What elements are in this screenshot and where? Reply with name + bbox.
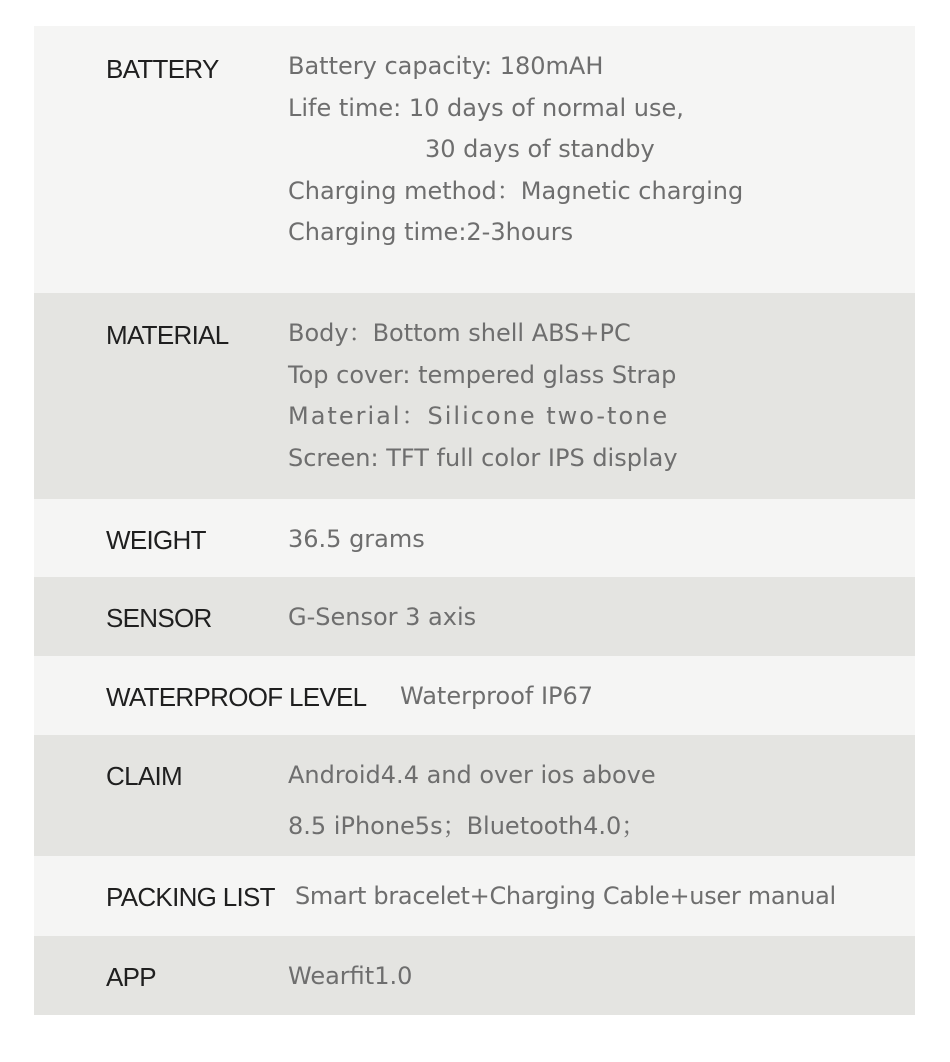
spec-value [288, 321, 678, 487]
spec-value [288, 527, 425, 551]
spec-label: CLAIM [106, 761, 182, 791]
spec-value [295, 884, 836, 908]
spec-value-line: Life time: 10 days of normal use, [288, 93, 684, 122]
spec-value-line: Battery capacity: 180mAH [288, 52, 604, 80]
spec-value-line: 30 days of standby [425, 135, 655, 163]
spec-label: WATERPROOF LEVEL [106, 682, 367, 712]
spec-value-line: Android4.4 and over ios above [288, 761, 656, 789]
spec-value-line: Smart bracelet+Charging Cable+user manual [295, 882, 836, 910]
spec-label: APP [106, 962, 156, 992]
spec-value-line: Top cover: tempered glass Strap [288, 360, 677, 389]
spec-label: PACKING LIST [106, 882, 275, 912]
spec-row-weight [34, 499, 915, 577]
spec-label: BATTERY [106, 54, 219, 84]
spec-value-line: Charging method：Magnetic charging [288, 176, 744, 205]
spec-value-line: G-Sensor 3 axis [288, 603, 477, 631]
spec-value-line: Screen: TFT full color IPS display [288, 443, 678, 472]
spec-label: WEIGHT [106, 525, 206, 555]
spec-value-line: 36.5 grams [288, 525, 425, 553]
spec-value [288, 763, 656, 865]
spec-value [288, 605, 476, 629]
spec-value-line: Waterproof IP67 [400, 682, 594, 710]
spec-value [288, 964, 412, 988]
spec-value-line: 8.5 iPhone5s；Bluetooth4.0； [288, 812, 646, 840]
spec-row-material [34, 293, 915, 499]
spec-value-line: Material：Silicone two-tone [288, 402, 670, 430]
spec-value [288, 54, 743, 262]
spec-value-line: Body：Bottom shell ABS+PC [288, 319, 631, 347]
spec-row-waterproof [34, 656, 915, 735]
spec-value-line: Charging time:2-3hours [288, 218, 574, 246]
spec-label: SENSOR [106, 603, 212, 633]
spec-row-battery [34, 26, 915, 293]
spec-table [34, 26, 915, 1015]
spec-label: MATERIAL [106, 320, 229, 350]
spec-value [400, 684, 593, 708]
spec-row-sensor [34, 577, 915, 656]
spec-value-line: Wearfit1.0 [288, 962, 413, 990]
spec-row-packing-list [34, 856, 915, 936]
spec-row-claim [34, 735, 915, 856]
spec-row-app [34, 936, 915, 1015]
